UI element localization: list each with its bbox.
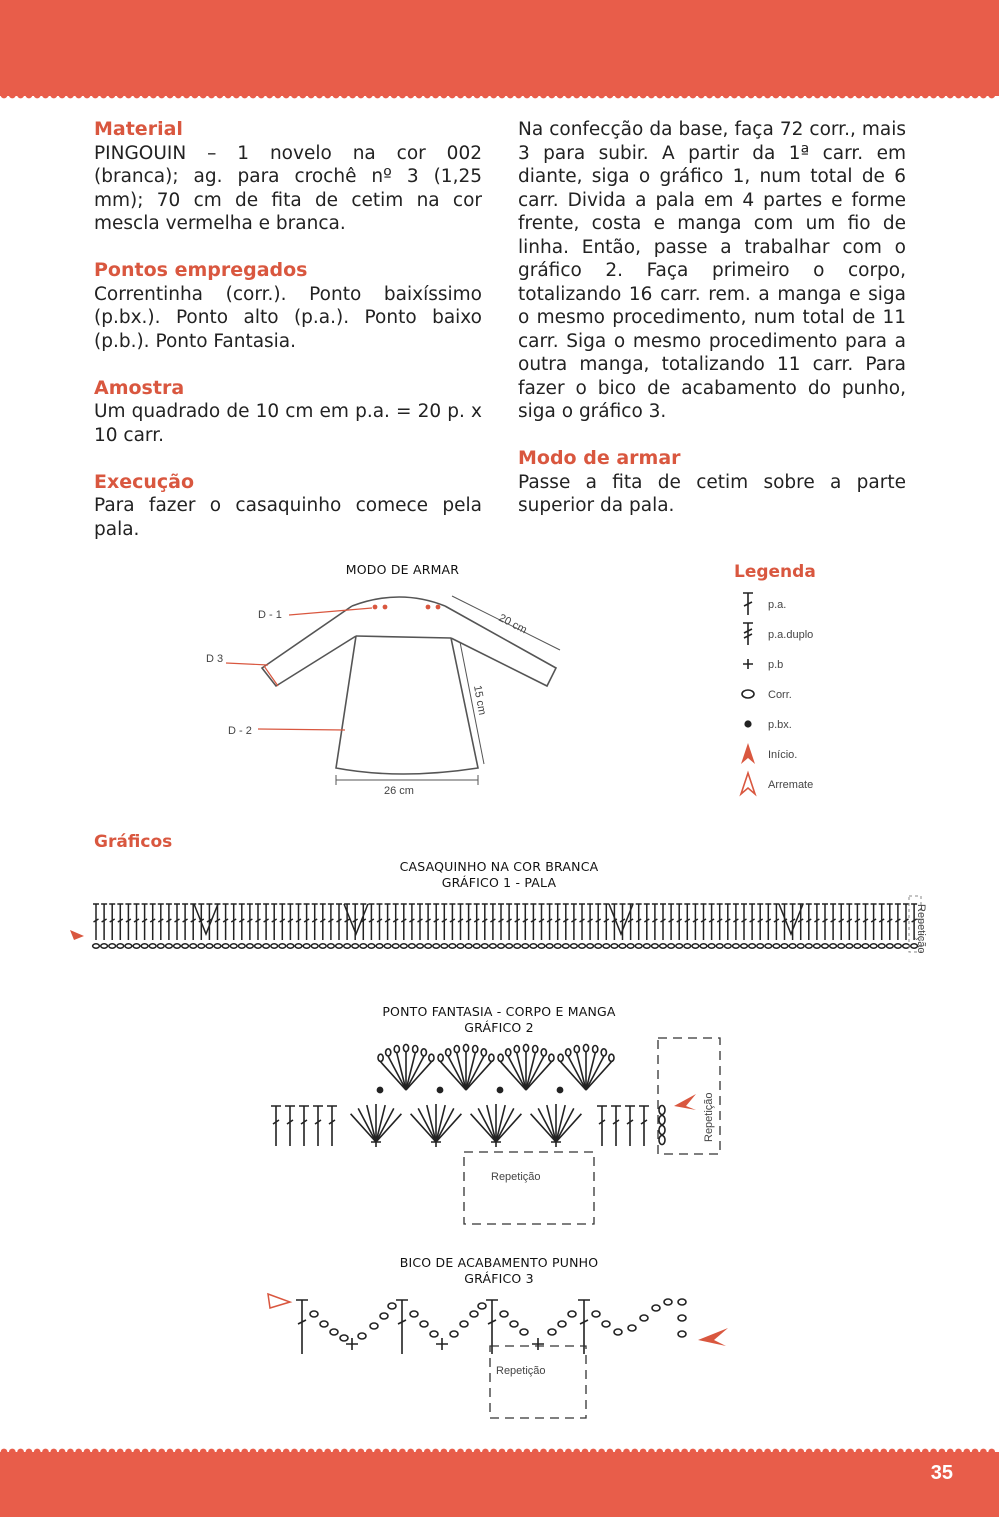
chart3-caption <box>388 1255 610 1287</box>
footer-band <box>0 1452 999 1517</box>
chart1-caption-line2: GRÁFICO 1 - PALA <box>441 875 557 890</box>
start-arrow-icon <box>741 743 755 764</box>
diagram-caption: MODO DE ARMAR <box>345 562 460 577</box>
chart2-repeat-label: Repetição <box>491 1171 541 1183</box>
plus-stitch-icon <box>743 659 753 669</box>
legend-label: Corr. <box>768 689 792 701</box>
header-scallop-edge <box>0 92 999 102</box>
chart2-fantasia-diagram <box>266 1034 736 1214</box>
legend-label: Arremate <box>768 779 814 791</box>
header-band <box>0 0 999 96</box>
label-d2: D - 2 <box>228 725 252 737</box>
legend-list <box>734 592 854 802</box>
double-tall-stitch-icon <box>743 623 753 645</box>
modo-text: Passe a fita de cetim sobre a parte superior da pala. <box>518 471 906 516</box>
legend-title: Legenda <box>734 562 816 582</box>
legend-label: p.a.duplo <box>768 629 814 641</box>
chain-oval-icon <box>742 690 754 698</box>
chart3-caption-line1: BICO DE ACABAMENTO PUNHO <box>399 1255 599 1270</box>
chart2-caption-line1: PONTO FANTASIA - CORPO E MANGA <box>382 1004 616 1019</box>
label-body-height: 15 cm <box>471 684 489 717</box>
chart2-caption-line2: GRÁFICO 2 <box>464 1020 534 1035</box>
chart3-punho-diagram <box>262 1284 732 1424</box>
amostra-text: Um quadrado de 10 cm em p.a. = 20 p. x 10 carr. <box>94 401 482 446</box>
page-number: 35 <box>930 1462 953 1484</box>
legend-label: Início. <box>768 749 798 761</box>
chart2-side-label: Repetição <box>703 1092 715 1142</box>
chart1-pala-diagram <box>66 890 926 960</box>
chart1-caption-line1: CASAQUINHO NA COR BRANCA <box>399 859 599 874</box>
chart2-caption <box>375 1004 623 1036</box>
label-body-width: 26 cm <box>384 785 414 797</box>
chart1-caption <box>380 859 618 891</box>
execucao-text: Para fazer o casaquinho comece pela pala. <box>94 495 482 540</box>
tall-stitch-icon <box>743 593 753 615</box>
label-d1: D - 1 <box>258 609 282 621</box>
left-text-column <box>94 118 482 541</box>
chart3-caption-line2: GRÁFICO 3 <box>464 1271 534 1286</box>
dot-stitch-icon <box>745 721 751 727</box>
instructions-text: Na confecção da base, faça 72 corr., mais 3 para subir. A partir da 1ª carr. em diante, siga o gráfico 1, num total de 6 carr. Divida a pala em 4 partes e forme frente, costa e manga com um fio de linha. Então, passe a trabalhar com o gráfico 2. Faça primeiro o corpo, totalizando 16 carr. rem. a manga e siga o mesmo procedimento, num total de 11 carr. Siga o mesmo procedimento para a outra manga, totalizando 11 carr. Para fazer o bico de acabamento do punho, siga o gráfico 3. <box>518 119 906 422</box>
end-arrow-icon <box>741 773 755 794</box>
label-sleeve-length: 20 cm <box>496 611 529 637</box>
legend-label: p.bx. <box>768 719 792 731</box>
execucao-heading: Execução <box>94 470 195 493</box>
pontos-heading: Pontos empregados <box>94 259 308 281</box>
chart3-repeat-label: Repetição <box>496 1365 546 1377</box>
material-heading: Material <box>94 118 183 140</box>
legend-label: p.b <box>768 659 784 671</box>
label-d3: D 3 <box>206 653 224 665</box>
amostra-heading: Amostra <box>94 376 185 399</box>
modo-heading: Modo de armar <box>518 447 681 469</box>
chart1-side-label: Repetição <box>915 904 927 954</box>
charts-title: Gráficos <box>94 832 173 852</box>
legend-label: p.a. <box>768 599 787 611</box>
pontos-text: Correntinha (corr.). Ponto baixíssimo (p.bx.). Ponto alto (p.a.). Ponto baixo (p.b.). Ponto Fantasia. <box>94 283 482 352</box>
right-text-column <box>518 118 906 518</box>
material-text: PINGOUIN – 1 novelo na cor 002 (branca); ag. para crochê nº 3 (1,25 mm); 70 cm de fita de cetim na cor mescla vermelha e branca. <box>94 142 482 234</box>
footer-scallop-edge <box>0 1445 999 1455</box>
